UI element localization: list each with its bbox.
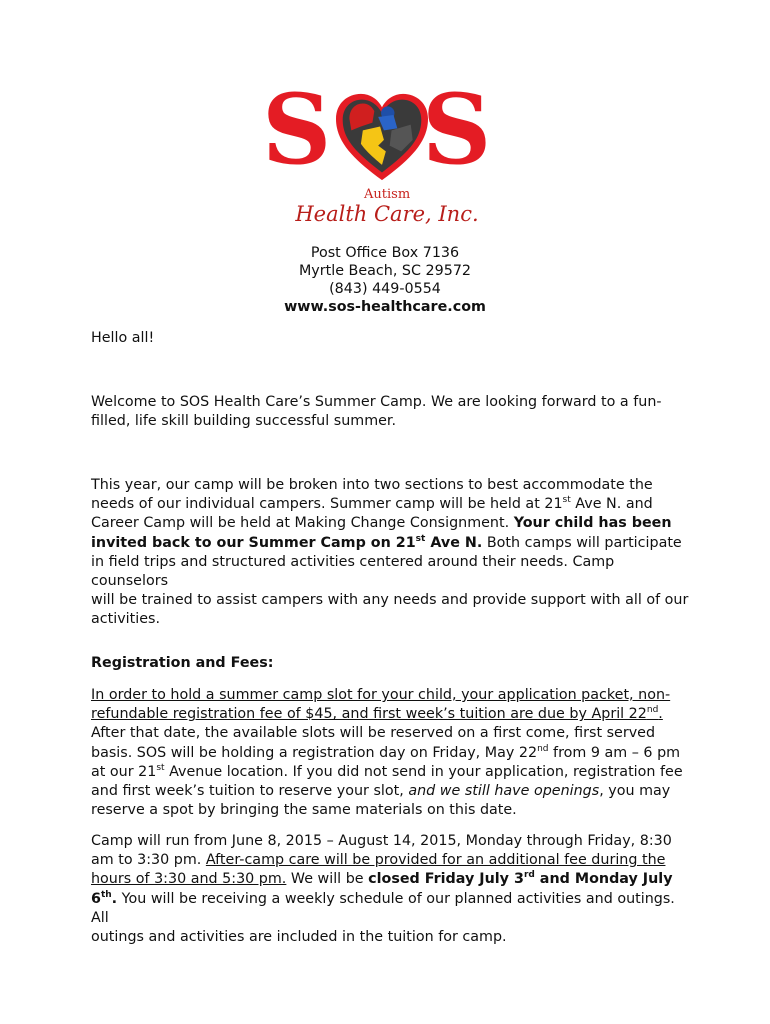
text-line: reserve a spot by bringing the same materials on this date. xyxy=(91,802,517,819)
text-line: Career Camp will be held at Making Change Consignment. Your child has been xyxy=(91,515,672,532)
text-line: invited back to our Summer Camp on 21st Ave N. Both camps will participate xyxy=(91,533,682,551)
text-line: hours of 3:30 and 5:30 pm. We will be closed Friday July 3rd and Monday July xyxy=(91,870,673,888)
text-line: am to 3:30 pm. After-camp care will be provided for an additional fee during the xyxy=(91,852,666,869)
text-line: needs of our individual campers. Summer camp will be held at 21st Ave N. and xyxy=(91,495,653,513)
po-box: Post Office Box 7136 xyxy=(310,245,460,261)
puzzle-heart-icon xyxy=(334,92,430,184)
text-line: After that date, the available slots will be reserved on a first come, first served xyxy=(91,725,656,742)
logo-company-name: Health Care, Inc. xyxy=(295,202,479,226)
schedule-paragraph xyxy=(91,832,691,947)
logo-letter-s-right: S xyxy=(422,73,492,186)
text-line: This year, our camp will be broken into two sections to best accommodate the xyxy=(91,477,653,493)
text-line: Welcome to SOS Health Care’s Summer Camp. We are looking forward to a fun- xyxy=(91,394,662,410)
text-line: basis. SOS will be holding a registration day on Friday, May 22nd from 9 am – 6 pm xyxy=(91,743,681,761)
registration-paragraph xyxy=(91,686,691,820)
logo-subtitle: Autism xyxy=(364,187,411,202)
registration-heading: Registration and Fees: xyxy=(91,655,274,671)
text-line: Camp will run from June 8, 2015 – August 14, 2015, Monday through Friday, 8:30 xyxy=(91,833,672,849)
text-line: activities. xyxy=(91,611,160,628)
camp-paragraph xyxy=(91,476,691,630)
greeting: Hello all! xyxy=(91,330,155,346)
text-line: In order to hold a summer camp slot for your child, your application packet, non- xyxy=(91,687,671,703)
address-block xyxy=(0,244,770,316)
text-line: in field trips and structured activities centered around their needs. Camp counselors xyxy=(91,553,615,590)
sos-logo xyxy=(262,73,508,238)
text-line: outings and activities are included in the tuition for camp. xyxy=(91,929,507,946)
text-line: refundable registration fee of $45, and first week’s tuition are due by April 22nd. xyxy=(91,705,663,723)
website-link[interactable]: www.sos-healthcare.com xyxy=(284,299,486,315)
text-line: will be trained to assist campers with any needs and provide support with all of our xyxy=(91,592,689,609)
city-state-zip: Myrtle Beach, SC 29572 xyxy=(298,263,472,279)
phone-number: (843) 449-0554 xyxy=(329,281,441,297)
logo-letter-s-left: S xyxy=(262,73,332,186)
welcome-paragraph xyxy=(91,393,691,431)
text-line: at our 21st Avenue location. If you did not send in your application, registration fee xyxy=(91,763,683,780)
text-line: 6th. You will be receiving a weekly schedule of our planned activities and outings. All xyxy=(91,889,675,926)
text-line: filled, life skill building successful summer. xyxy=(91,413,397,430)
text-line: and first week’s tuition to reserve your slot, and we still have openings, you may xyxy=(91,783,671,800)
